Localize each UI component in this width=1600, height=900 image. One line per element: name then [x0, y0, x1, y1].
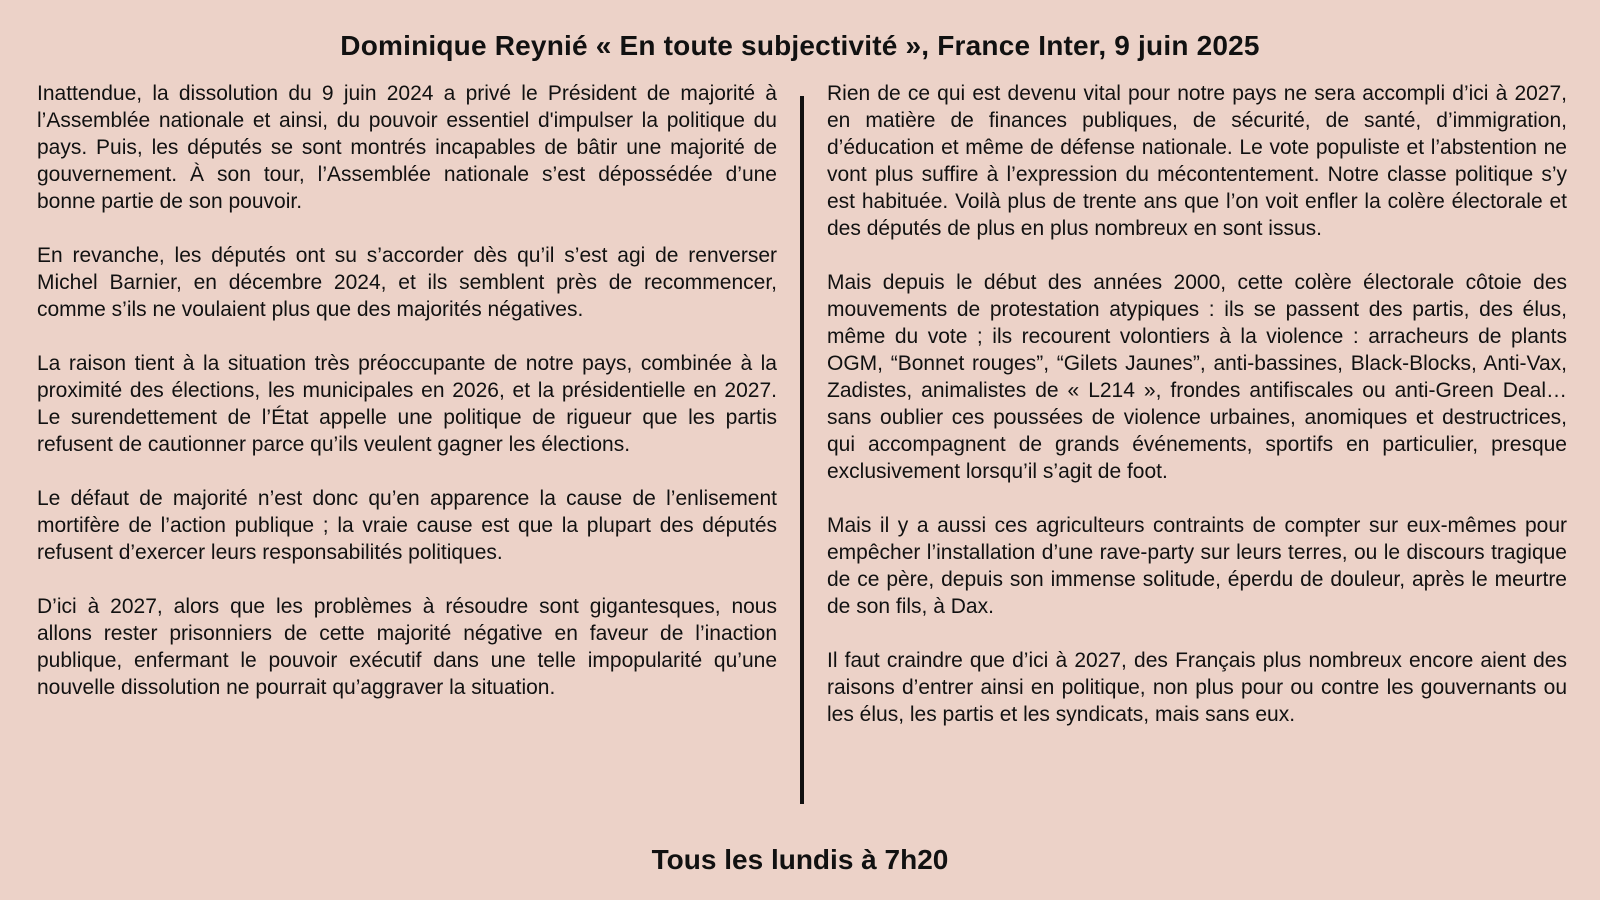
- left-paragraph-4: Le défaut de majorité n’est donc qu’en apparence la cause de l’enlisement mortifère de l’action publique ; la vraie cause est que la plupart des députés refusent d’exercer leurs responsabilités politiques.: [37, 487, 777, 564]
- right-paragraph-1: Rien de ce qui est devenu vital pour notre pays ne sera accompli d’ici à 2027, en matière de finances publiques, de sécurité, de santé, d’immigration, d’éducation et même de défense nationale. Le vote populiste et l’abstention ne vont plus suffire à l’expression du mécontentement. Notre classe politique s’y est habituée. Voilà plus de trente ans que l’on voit enfler la colère électorale et des députés de plus en plus nombreux en sont issus.: [827, 82, 1567, 240]
- right-paragraph-2: Mais depuis le début des années 2000, cette colère électorale côtoie des mouvements de protestation atypiques : ils se passent des partis, des élus, même du vote ; ils recourent volontiers à la violence : arracheurs de plants OGM, “Bonnet rouges”, “Gilets Jaunes”, anti-bassines, Black-Blocks, Anti-Vax, Zadistes, animalistes de « L214 », frondes antifiscales ou anti-Green Deal… sans oublier ces poussées de violence urbaines, anomiques et destructrices, qui accompagnent de grands événements, sportifs en particulier, presque exclusivement lorsqu’il s’agit de foot.: [827, 271, 1567, 483]
- right-paragraph-3: Mais il y a aussi ces agriculteurs contraints de compter sur eux-mêmes pour empêcher l’installation d’une rave-party sur leurs terres, ou le discours tragique de ce père, depuis son immense solitude, éperdu de douleur, après le meurtre de son fils, à Dax.: [827, 514, 1567, 618]
- right-paragraph-4: Il faut craindre que d’ici à 2027, des Français plus nombreux encore aient des raisons d’entrer ainsi en politique, non plus pour ou contre les gouvernants ou les élus, les partis et les syndicats, mais sans eux.: [827, 649, 1567, 726]
- right-column: [827, 80, 1567, 755]
- left-paragraph-1: Inattendue, la dissolution du 9 juin 2024 a privé le Président de majorité à l’Assemblée nationale et ainsi, du pouvoir essentiel d'impulser la politique du pays. Puis, les députés se sont montrés incapables de bâtir une majorité de gouvernement. À son tour, l’Assemblée nationale s’est dépossédée d’une bonne partie de son pouvoir.: [37, 82, 777, 213]
- footer-schedule: Tous les lundis à 7h20: [651, 844, 949, 875]
- left-paragraph-2: En revanche, les députés ont su s’accorder dès qu’il s’est agi de renverser Michel Barnier, en décembre 2024, et ils semblent près de recommencer, comme s’ils ne voulaient plus que des majorités négatives.: [37, 244, 777, 321]
- left-paragraph-5: D’ici à 2027, alors que les problèmes à résoudre sont gigantesques, nous allons rester prisonniers de cette majorité négative en faveur de l’inaction publique, enfermant le pouvoir exécutif dans une telle impopularité qu’une nouvelle dissolution ne pourrait qu’aggraver la situation.: [37, 595, 777, 699]
- page-title: Dominique Reynié « En toute subjectivité », France Inter, 9 juin 2025: [340, 30, 1260, 61]
- column-divider: [800, 96, 804, 804]
- left-paragraph-3: La raison tient à la situation très préoccupante de notre pays, combinée à la proximité des élections, les municipales en 2026, et la présidentielle en 2027. Le surendettement de l’État appelle une politique de rigueur que les partis refusent de cautionner parce qu’ils veulent gagner les élections.: [37, 352, 777, 456]
- left-column: [37, 80, 777, 728]
